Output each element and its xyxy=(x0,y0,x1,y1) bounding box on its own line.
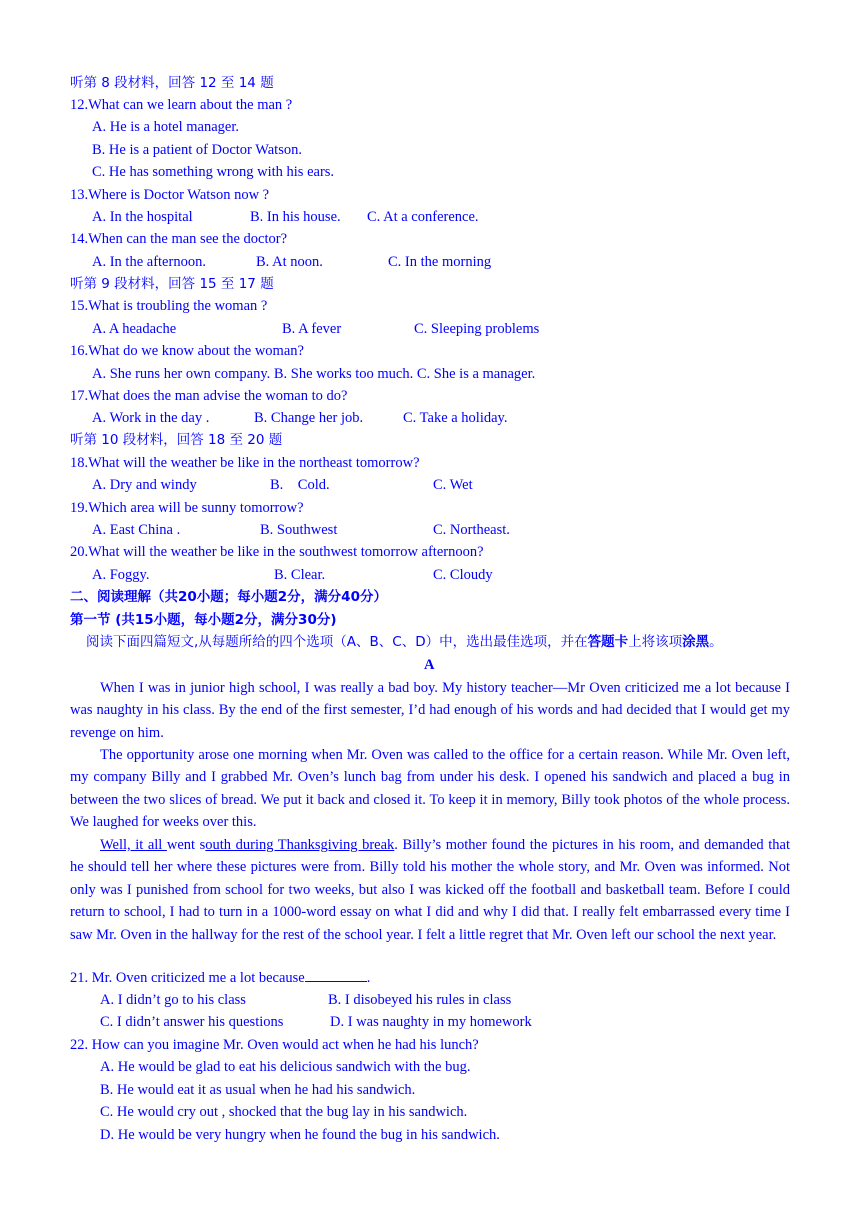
option-15b: B. A fever xyxy=(282,321,342,337)
option-12c: C. He has something wrong with his ears. xyxy=(92,164,335,180)
question-13: 13.Where is Doctor Watson now ? xyxy=(70,187,270,203)
instructions: 阅读下面四篇短文,从每题所给的四个选项（A、B、C、D）中，选出最佳选项，并在答题卡上将该项涂黑。 xyxy=(86,634,723,650)
option-22b: B. He would eat it as usual when he had his sandwich. xyxy=(100,1082,416,1098)
option-14b: B. At noon. xyxy=(256,254,323,270)
option-20c: C. Cloudy xyxy=(433,567,493,583)
option-12a: A. He is a hotel manager. xyxy=(92,119,239,135)
option-22d: D. He would be very hungry when he found the bug in his sandwich. xyxy=(100,1127,500,1143)
passage-label: A xyxy=(424,657,435,673)
question-17: 17.What does the man advise the woman to do? xyxy=(70,388,348,404)
option-13c: C. At a conference. xyxy=(367,209,479,225)
question-14: 14.When can the man see the doctor? xyxy=(70,231,288,247)
option-22c: C. He would cry out , shocked that the bug lay in his sandwich. xyxy=(100,1104,468,1120)
option-19c: C. Northeast. xyxy=(433,522,510,538)
answer-blank xyxy=(305,969,367,982)
question-19: 19.Which area will be sunny tomorrow? xyxy=(70,500,304,516)
question-21: 21. Mr. Oven criticized me a lot because . xyxy=(70,970,371,986)
option-18b: B. Cold. xyxy=(270,477,330,493)
paragraph-3: Well, it all went south during Thanksgiving break. Billy’s mother found the pictures in his room, and demanded that he should tell her where these pictures were from. Billy told his mother the whole story, and Mr. Oven was informed. Not only was I punished from school for two weeks, but also I was kicked off the football and basketball team. Before I could return to school, I had to turn in a 1000-word essay on what I did and why I did that. I really felt embarrassed every time I saw Mr. Oven in the hallway for the rest of the school year. I felt a little regret that Mr. Oven left our school the next year. xyxy=(70,837,790,943)
option-15a: A. A headache xyxy=(92,321,177,337)
options-16: A. She runs her own company. B. She works too much. C. She is a manager. xyxy=(92,366,536,382)
question-22: 22. How can you imagine Mr. Oven would act when he had his lunch? xyxy=(70,1037,479,1053)
paragraph-2: The opportunity arose one morning when Mr. Oven was called to the office for a certain reason. While Mr. Oven left, my company Billy and I grabbed Mr. Oven’s lunch bag from under his desk. I opened his sandwich and placed a bug in between the two slices of bread. We put it back and closed it. To keep it in memory, Billy took photos of the whole process. We laughed for weeks over this. xyxy=(70,747,790,831)
option-17b: B. Change her job. xyxy=(254,410,364,426)
paragraph-1: When I was in junior high school, I was really a bad boy. My history teacher—Mr Oven criticized me a lot because I was naughty in his class. By the end of the first semester, I’d had enough of his words and had decided that I would get my revenge on him. xyxy=(70,680,790,741)
option-12b: B. He is a patient of Doctor Watson. xyxy=(92,142,302,158)
option-18c: C. Wet xyxy=(433,477,473,493)
option-21b: B. I disobeyed his rules in class xyxy=(328,992,512,1008)
option-18a: A. Dry and windy xyxy=(92,477,197,493)
option-19a: A. East China . xyxy=(92,522,181,538)
question-18: 18.What will the weather be like in the northeast tomorrow? xyxy=(70,455,420,471)
option-19b: B. Southwest xyxy=(260,522,338,538)
part-title: 二、阅读理解（共20小题；每小题2分，满分40分） xyxy=(70,589,387,605)
option-20b: B. Clear. xyxy=(274,567,326,583)
option-17c: C. Take a holiday. xyxy=(403,410,508,426)
option-21d: D. I was naughty in my homework xyxy=(330,1014,532,1030)
section-header-9: 听第 9 段材料，回答 15 至 17 题 xyxy=(70,276,274,292)
question-20: 20.What will the weather be like in the southwest tomorrow afternoon? xyxy=(70,544,484,560)
question-12: 12.What can we learn about the man ? xyxy=(70,97,293,113)
option-17a: A. Work in the day . xyxy=(92,410,210,426)
option-22a: A. He would be glad to eat his delicious sandwich with the bug. xyxy=(100,1059,471,1075)
question-16: 16.What do we know about the woman? xyxy=(70,343,304,359)
option-14c: C. In the morning xyxy=(388,254,492,270)
option-15c: C. Sleeping problems xyxy=(414,321,540,337)
section-header-8: 听第 8 段材料，回答 12 至 14 题 xyxy=(70,75,274,91)
option-14a: A. In the afternoon. xyxy=(92,254,206,270)
option-20a: A. Foggy. xyxy=(92,567,150,583)
section-header-10: 听第 10 段材料，回答 18 至 20 题 xyxy=(70,432,283,448)
option-13a: A. In the hospital xyxy=(92,209,193,225)
option-21a: A. I didn’t go to his class xyxy=(100,992,246,1008)
section-title: 第一节 (共15小题，每小题2分，满分30分) xyxy=(70,612,337,628)
option-21c: C. I didn’t answer his questions xyxy=(100,1014,284,1030)
option-13b: B. In his house. xyxy=(250,209,341,225)
question-15: 15.What is troubling the woman ? xyxy=(70,298,268,314)
